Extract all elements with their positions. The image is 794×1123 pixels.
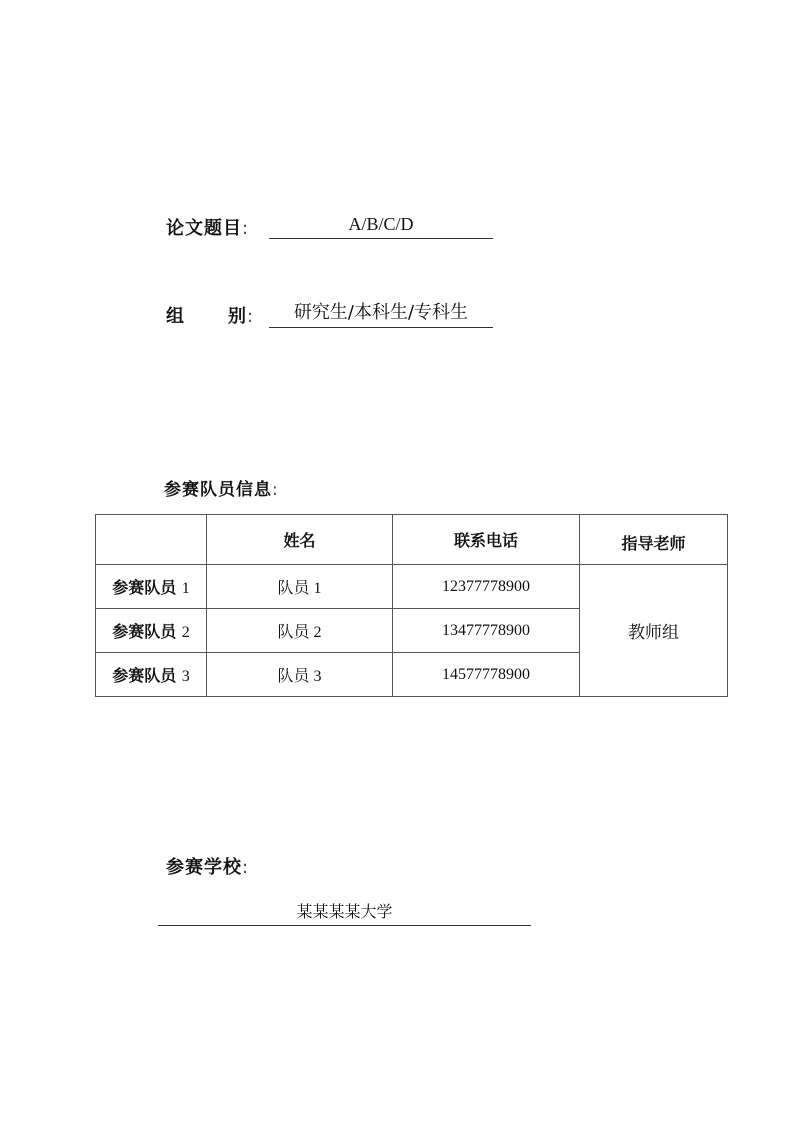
header-cell-name: 姓名 <box>207 515 393 565</box>
member-label-cell <box>96 565 207 609</box>
thesis-title-label <box>166 214 249 240</box>
member-name-cell[interactable]: 队员 3 <box>207 653 393 697</box>
header-cell-advisor: 指导老师 <box>580 515 728 565</box>
group-colon: : <box>247 306 255 327</box>
thesis-title-label-text: 论文题目 <box>166 218 242 239</box>
member-number: 2 <box>181 624 190 641</box>
advisor-cell[interactable]: 教师组 <box>580 565 728 697</box>
member-label-cell <box>96 609 207 653</box>
group-label <box>166 302 185 328</box>
group-value: 研究生/本科生/专科生 <box>293 302 469 323</box>
group-label-2 <box>228 302 254 328</box>
school-label <box>166 853 249 879</box>
member-label: 参赛队员 <box>112 578 177 597</box>
team-table <box>95 514 728 697</box>
member-label: 参赛队员 <box>112 666 177 685</box>
school-colon: : <box>242 857 250 878</box>
table-row <box>96 565 728 609</box>
group-field[interactable] <box>269 300 493 328</box>
header-cell-empty <box>96 515 207 565</box>
member-phone-cell[interactable]: 14577778900 <box>393 653 580 697</box>
school-field[interactable] <box>158 902 531 926</box>
group-label-char1: 组 <box>166 306 185 327</box>
team-info-heading <box>164 475 279 500</box>
header-cell-phone: 联系电话 <box>393 515 580 565</box>
thesis-title-colon: : <box>242 218 250 239</box>
member-number: 1 <box>181 580 190 597</box>
group-label-char2: 别 <box>228 306 247 327</box>
member-phone-cell[interactable]: 13477778900 <box>393 609 580 653</box>
member-name-cell[interactable]: 队员 1 <box>207 565 393 609</box>
table-header-row <box>96 515 728 565</box>
member-label: 参赛队员 <box>112 622 177 641</box>
school-label-text: 参赛学校 <box>166 857 242 878</box>
member-phone-cell[interactable]: 12377778900 <box>393 565 580 609</box>
team-info-colon: : <box>272 480 279 500</box>
school-value: 某某某某大学 <box>296 904 393 921</box>
thesis-title-field[interactable] <box>269 212 493 239</box>
member-label-cell <box>96 653 207 697</box>
thesis-title-value: A/B/C/D <box>348 214 414 234</box>
member-number: 3 <box>181 668 190 685</box>
team-info-heading-text: 参赛队员信息 <box>164 480 272 500</box>
member-name-cell[interactable]: 队员 2 <box>207 609 393 653</box>
